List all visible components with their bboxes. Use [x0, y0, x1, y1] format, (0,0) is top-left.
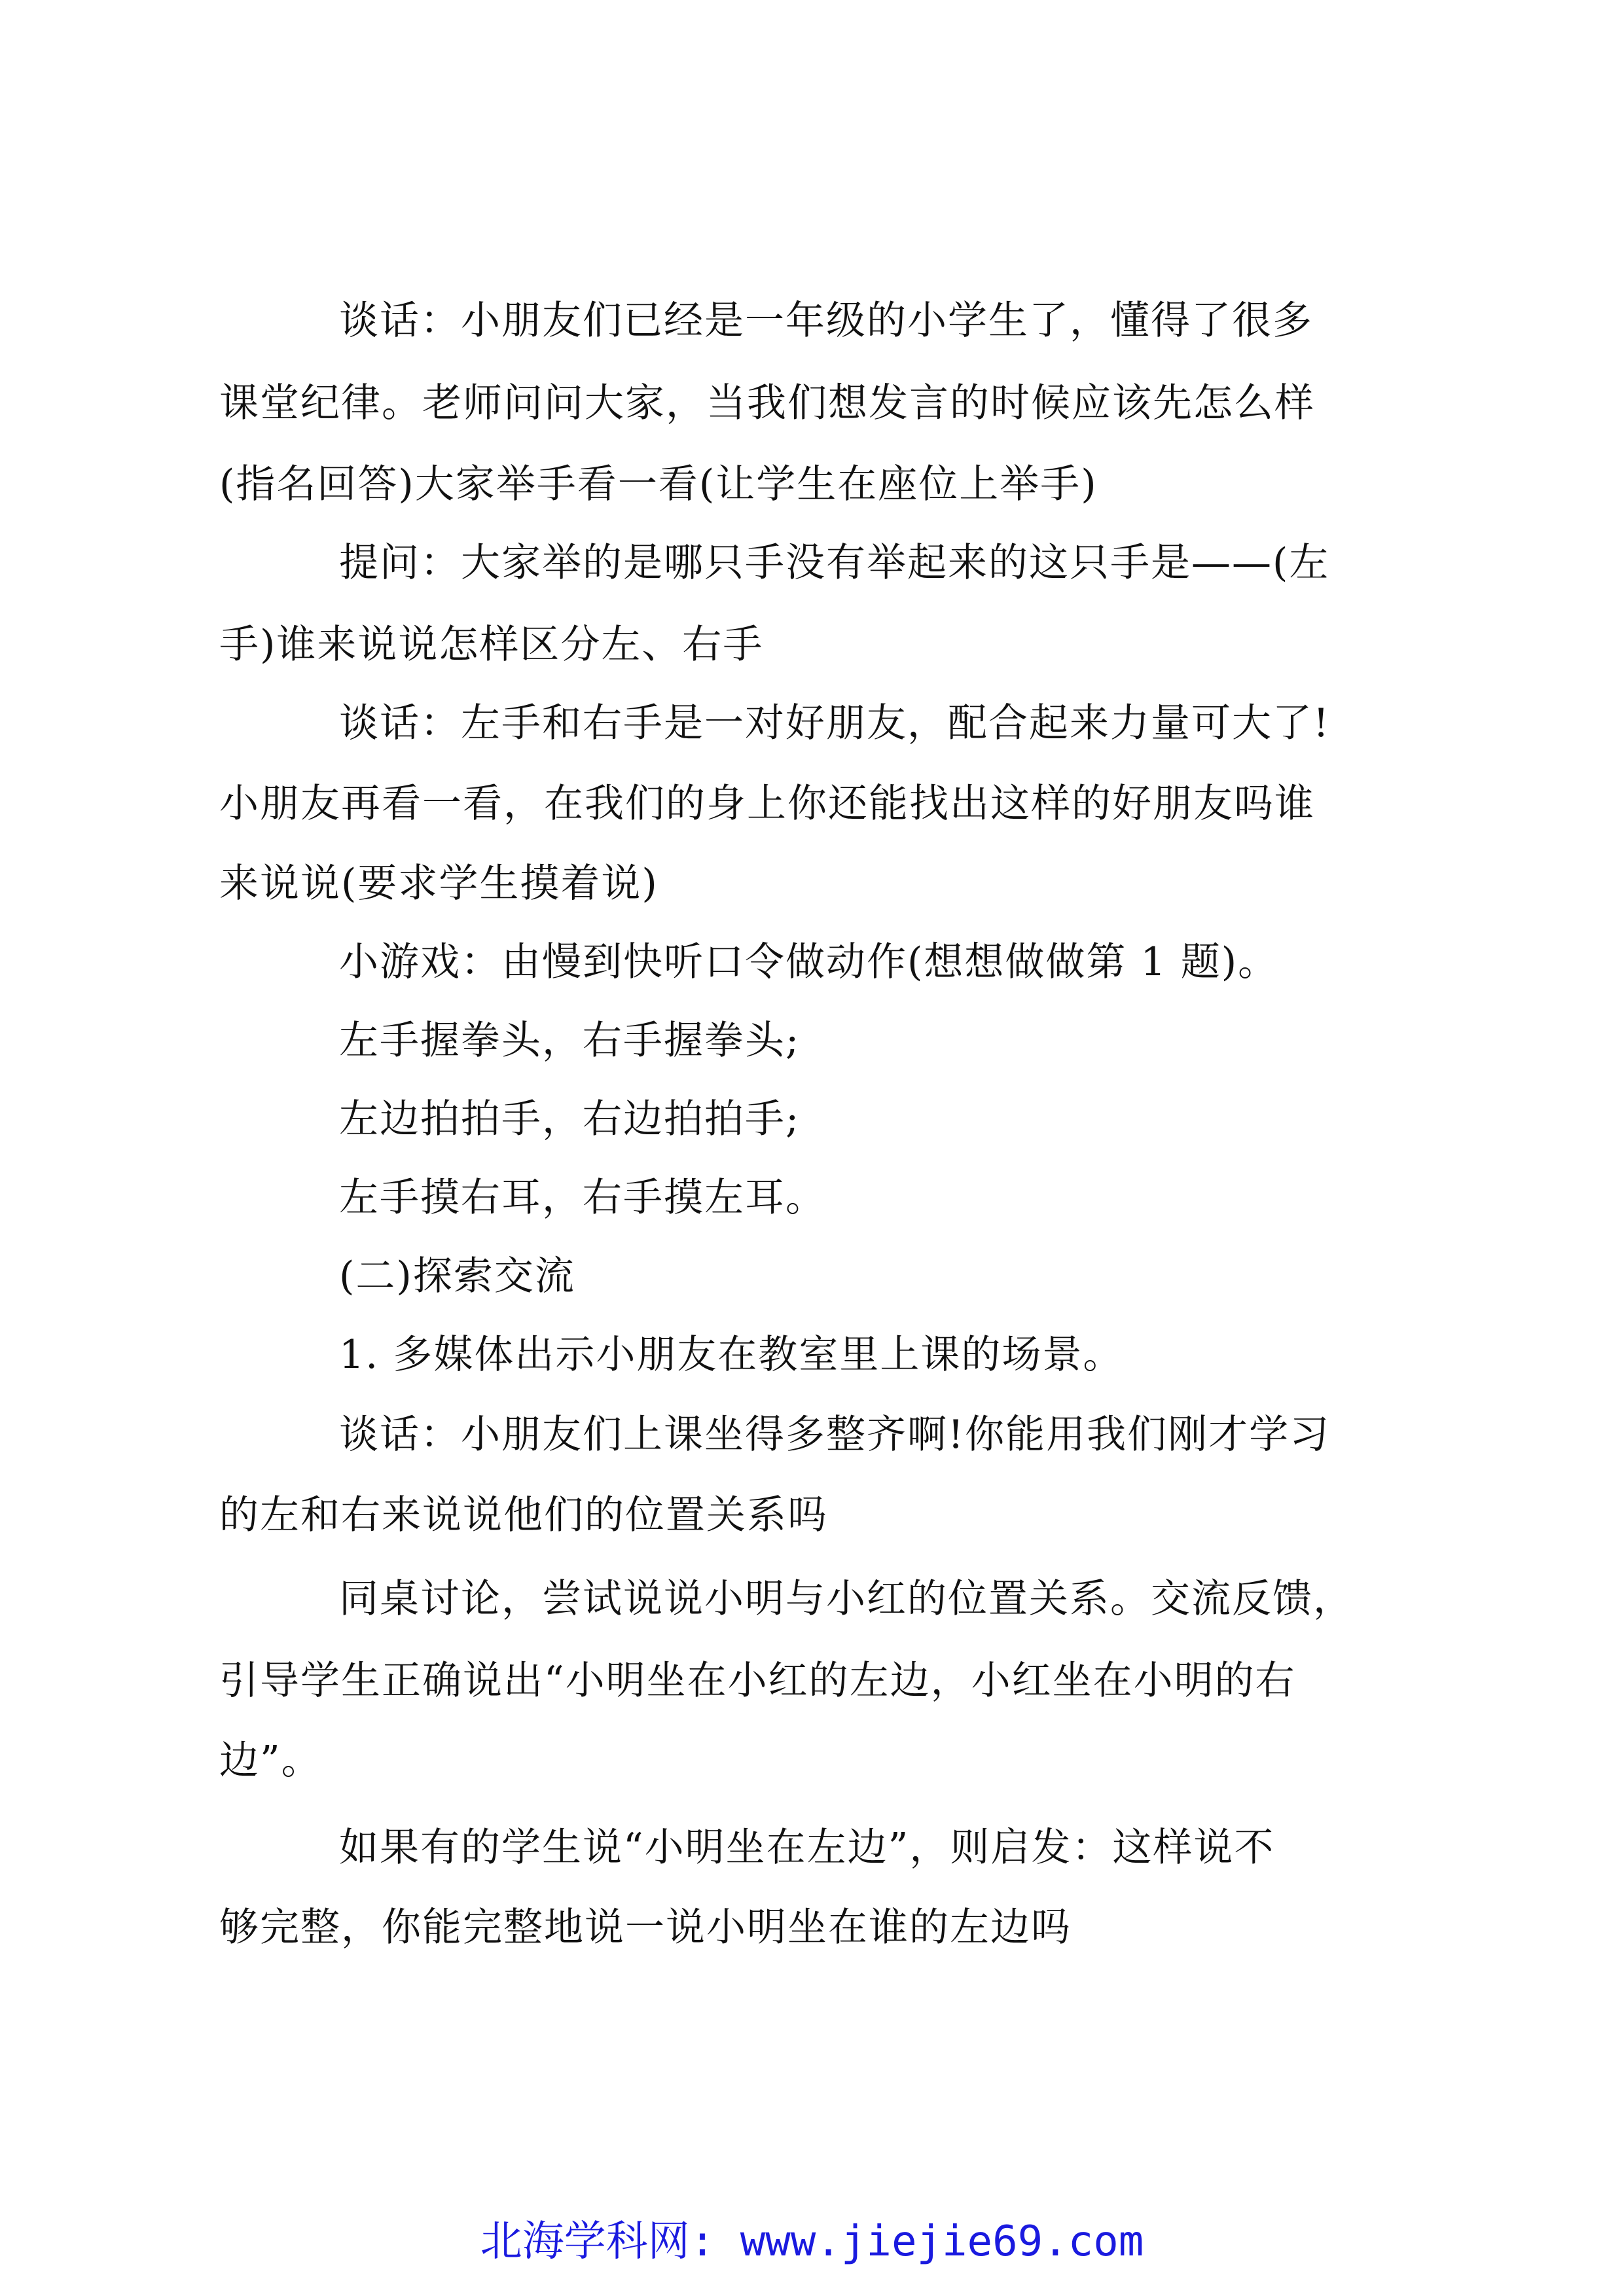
- text-line: 引导学生正确说出“小明坐在小红的左边，小红坐在小明的右: [219, 1658, 1296, 1704]
- text-line: (指名回答)大家举手看一看(让学生在座位上举手): [219, 461, 1098, 507]
- text-line: 来说说(要求学生摸着说): [219, 861, 659, 906]
- footer-website-link[interactable]: 北海学科网: www.jiejie69.com: [480, 2217, 1144, 2266]
- text-line: 小游戏：由慢到快听口令做动作(想想做做第 1 题)。: [339, 939, 1279, 985]
- section-heading: (二)探索交流: [339, 1253, 575, 1299]
- text-line: 左手摸右耳，右手摸左耳。: [339, 1175, 826, 1221]
- text-line: 同桌讨论，尝试说说小明与小红的位置关系。交流反馈，: [339, 1576, 1354, 1622]
- text-line: 够完整，你能完整地说一说小明坐在谁的左边吗: [219, 1905, 1072, 1950]
- text-line: 谈话：左手和右手是一对好朋友，配合起来力量可大了!: [339, 700, 1331, 746]
- text-line: 1. 多媒体出示小朋友在教室里上课的场景。: [339, 1332, 1124, 1378]
- text-line: 的左和右来说说他们的位置关系吗: [219, 1492, 828, 1538]
- text-line: 手)谁来说说怎样区分左、右手: [219, 622, 764, 668]
- text-line: 如果有的学生说“小明坐在左边”，则启发：这样说不: [339, 1825, 1275, 1871]
- text-line: 谈话：小朋友们上课坐得多整齐啊!你能用我们刚才学习: [339, 1412, 1331, 1458]
- text-line: 边”。: [219, 1738, 322, 1784]
- text-line: 谈话：小朋友们已经是一年级的小学生了，懂得了很多: [339, 298, 1313, 344]
- text-line: 提问：大家举的是哪只手没有举起来的这只手是——(左: [339, 540, 1330, 586]
- text-line: 左手握拳头，右手握拳头;: [339, 1018, 801, 1064]
- text-line: 左边拍拍手，右边拍拍手;: [339, 1096, 801, 1142]
- text-line: 课堂纪律。老师问问大家，当我们想发言的时候应该先怎么样: [219, 380, 1315, 426]
- text-line: 小朋友再看一看，在我们的身上你还能找出这样的好朋友吗谁: [219, 781, 1315, 827]
